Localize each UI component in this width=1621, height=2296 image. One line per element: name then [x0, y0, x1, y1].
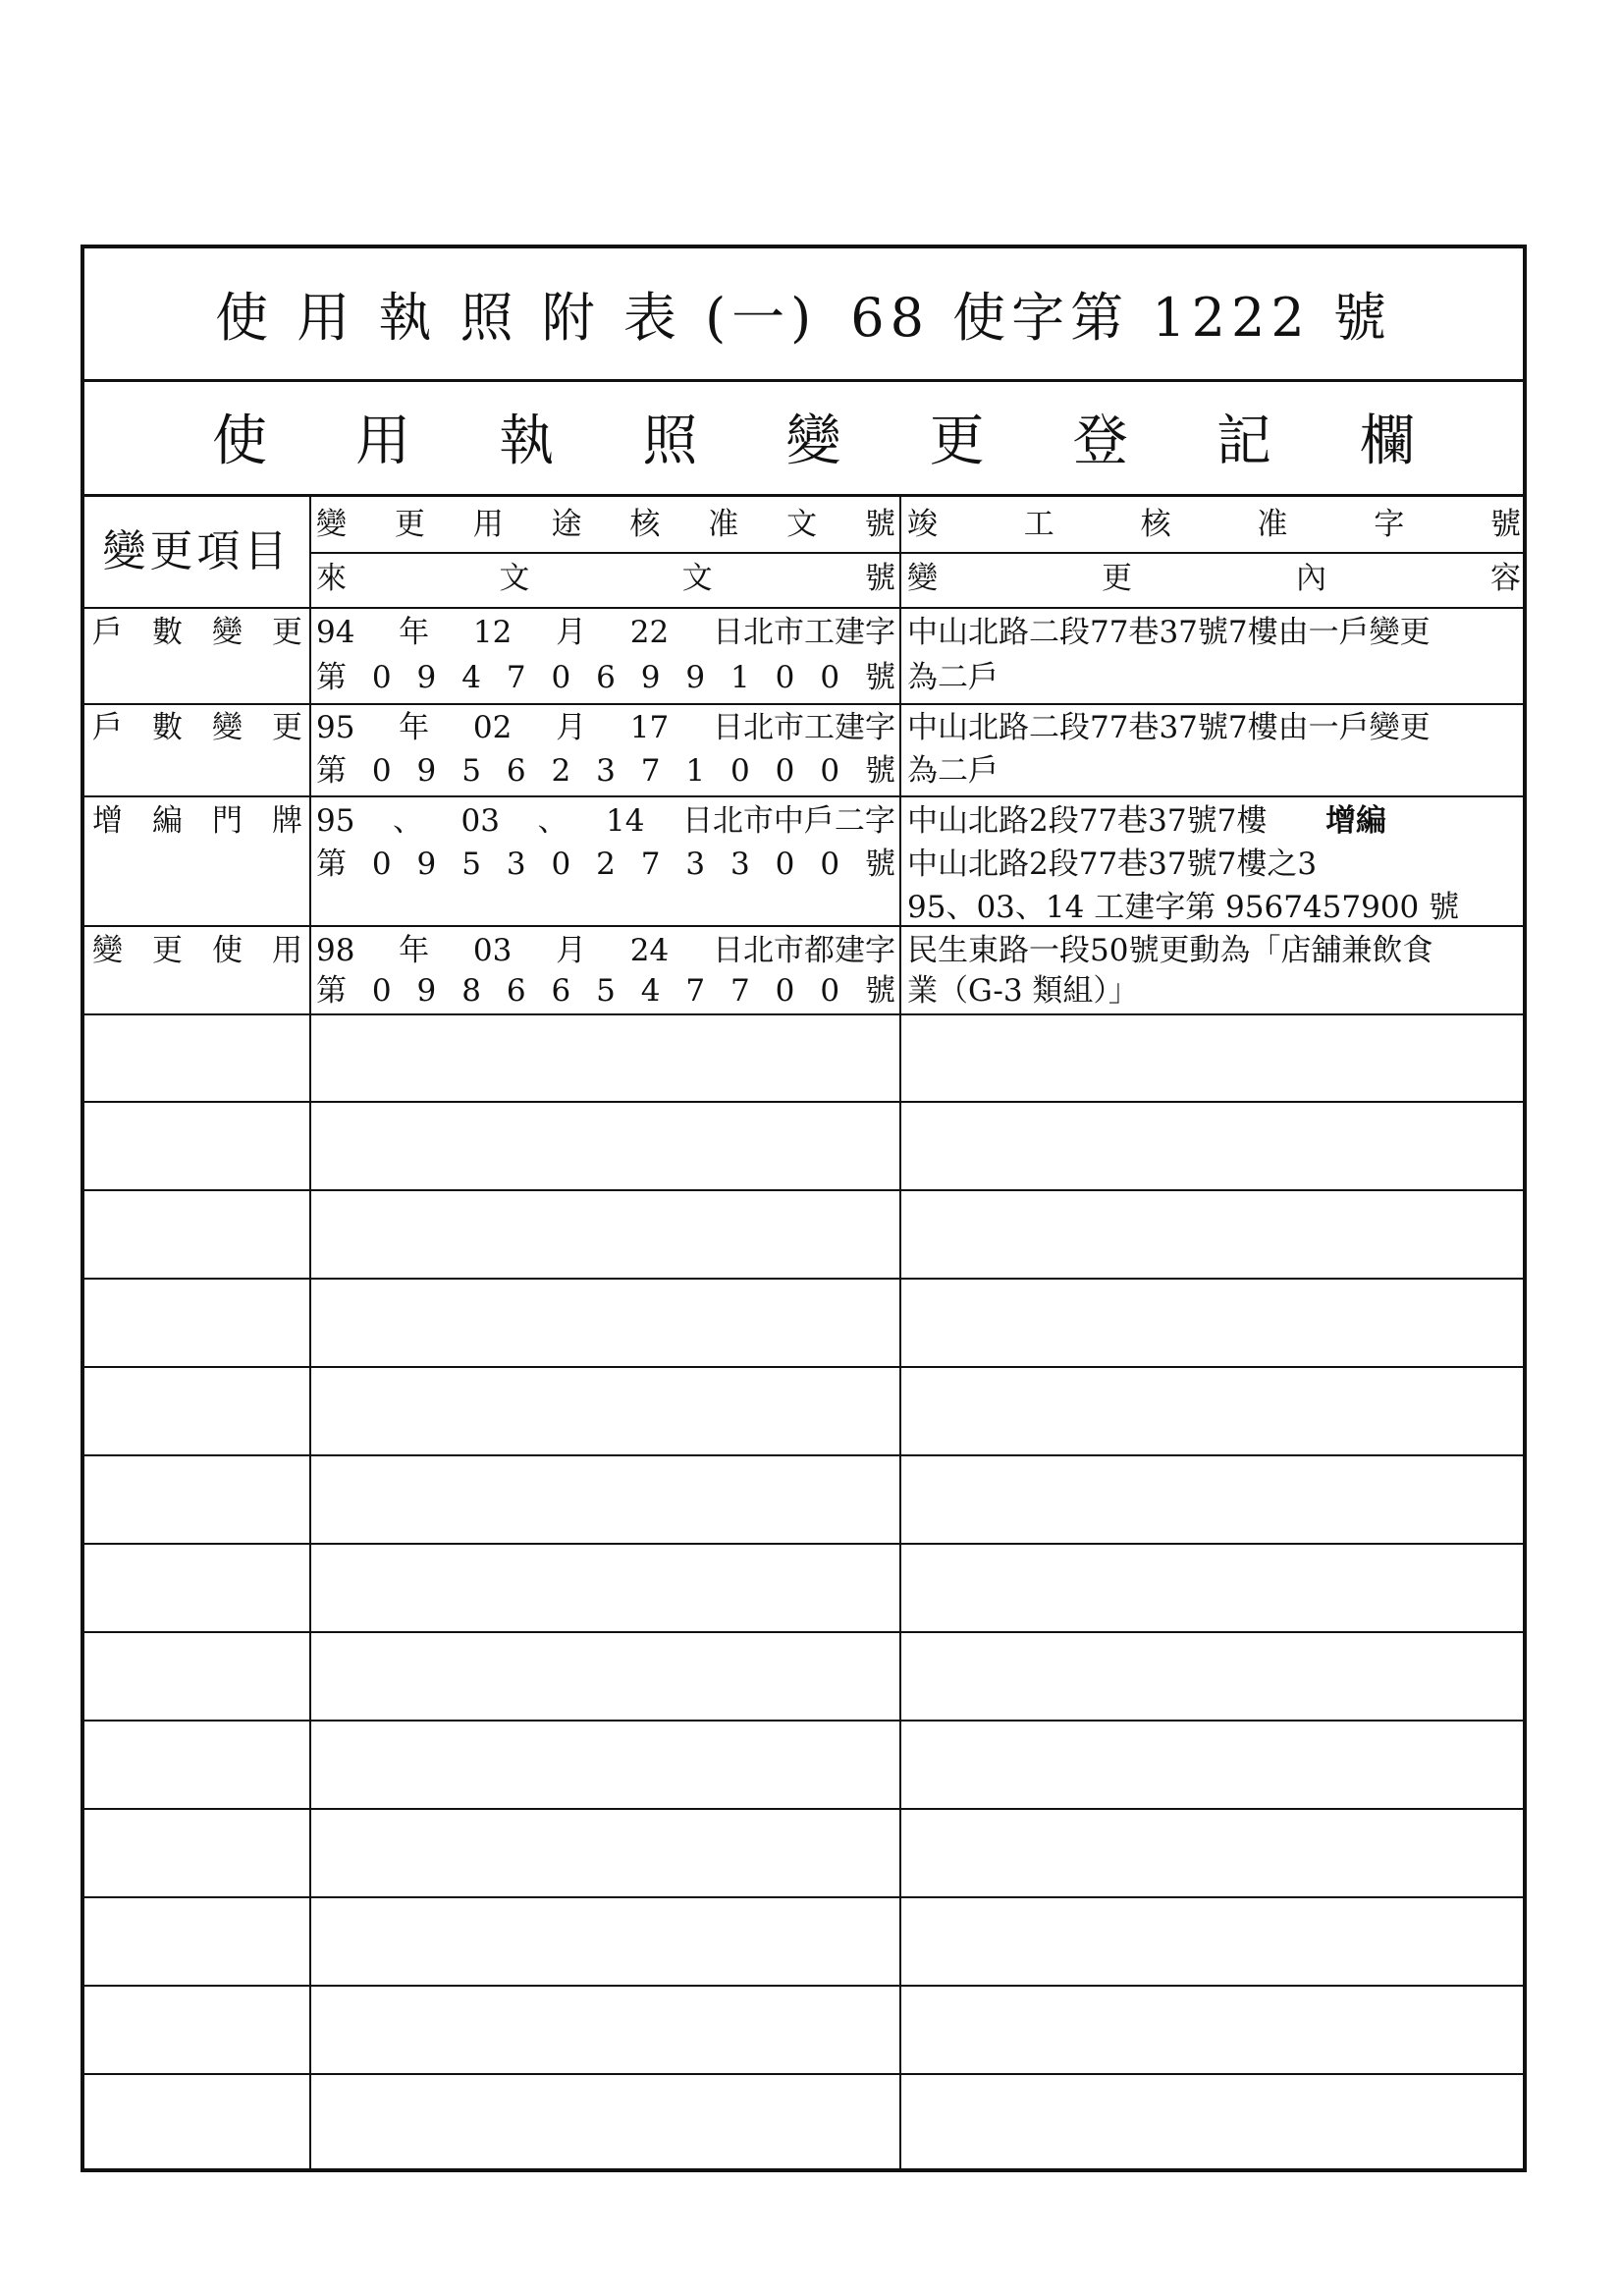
row-content-line: 為二戶 [907, 753, 999, 789]
header-char: 內 [1296, 561, 1326, 596]
header-char: 變 [907, 561, 938, 596]
row-doc-line2 [316, 842, 895, 887]
row-content-line: 民生東路一段50號更動為「店舖兼飲食 [907, 933, 1433, 968]
header-char: 途 [551, 507, 582, 542]
doc-token: 、 [392, 803, 423, 839]
doc-token: 0 [775, 973, 795, 1009]
doc-token: 日北市中戶二字 [681, 803, 895, 839]
item-char: 戶 [92, 615, 123, 650]
subtitle-char: 更 [929, 409, 985, 473]
row-doc-line1 [316, 798, 895, 844]
header-char: 文 [786, 507, 818, 542]
row-doc-line1 [316, 928, 895, 973]
doc-token: 0 [371, 753, 392, 789]
header-char: 更 [394, 507, 425, 542]
row-divider [84, 2073, 1523, 2075]
item-char: 戶 [92, 710, 123, 745]
doc-token: 、 [537, 803, 568, 839]
header-char: 工 [1023, 507, 1054, 542]
item-char: 更 [272, 615, 302, 650]
doc-token: 1 [685, 753, 706, 789]
item-char: 更 [272, 710, 302, 745]
doc-token: 年 [399, 710, 430, 745]
doc-token: 5 [461, 753, 481, 789]
content-bold-note: 增編 [1325, 803, 1387, 839]
doc-token: 7 [685, 973, 706, 1009]
doc-token: 5 [596, 973, 616, 1009]
doc-token: 6 [506, 753, 526, 789]
item-char: 變 [212, 710, 243, 745]
form-title [84, 248, 1523, 382]
header-char: 文 [499, 561, 530, 596]
doc-token: 第 [316, 660, 347, 695]
doc-token: 9 [416, 973, 437, 1009]
doc-token: 98 [316, 933, 355, 968]
row-divider [84, 1189, 1523, 1191]
row-divider [84, 1720, 1523, 1722]
row-item [92, 705, 302, 750]
header-change-content [907, 556, 1521, 603]
row-content-line: 95、03、14 工建字第 9567457900 號 [907, 890, 1460, 925]
row-divider [84, 1808, 1523, 1810]
doc-token: 3 [685, 847, 706, 882]
row-item [92, 798, 302, 844]
doc-token: 03 [460, 803, 500, 839]
doc-token: 0 [820, 847, 840, 882]
title-prefix: 使 用 執 照 附 表 (一) [215, 287, 818, 349]
doc-token: 0 [551, 847, 571, 882]
doc-token: 0 [730, 753, 750, 789]
doc-token: 0 [820, 973, 840, 1009]
header-approval-doc [316, 502, 895, 549]
header-completion-no [907, 502, 1521, 549]
row-divider [84, 1631, 1523, 1633]
subtitle-char: 登 [1072, 409, 1128, 473]
header-char: 准 [708, 507, 739, 542]
doc-token: 第 [316, 753, 347, 789]
doc-token: 02 [472, 710, 513, 745]
header-char: 號 [864, 561, 895, 596]
header-char: 竣 [907, 507, 938, 542]
doc-token: 03 [472, 933, 513, 968]
header-char: 核 [629, 507, 661, 542]
doc-token: 號 [864, 753, 895, 789]
row-doc-line1 [316, 705, 895, 750]
doc-token: 9 [416, 660, 437, 695]
item-char: 牌 [272, 803, 302, 839]
subtitle-char: 用 [355, 409, 411, 473]
doc-token: 6 [596, 660, 616, 695]
row-divider [84, 1543, 1523, 1545]
doc-token: 95 [316, 710, 355, 745]
header-char: 號 [1489, 507, 1521, 542]
doc-token: 8 [461, 973, 481, 1009]
doc-token: 日北市工建字 [712, 615, 895, 650]
row-doc-line1 [316, 610, 895, 655]
item-char: 增 [92, 803, 123, 839]
doc-token: 3 [506, 847, 526, 882]
item-char: 變 [92, 933, 123, 968]
row-content-line: 中山北路二段77巷37號7樓由一戶變更 [907, 615, 1431, 650]
doc-token: 24 [629, 933, 670, 968]
doc-token: 日北市都建字 [712, 933, 895, 968]
doc-token: 7 [640, 847, 661, 882]
row-content-line: 為二戶 [907, 660, 999, 695]
doc-token: 1 [730, 660, 750, 695]
doc-token: 12 [472, 615, 513, 650]
row-divider [84, 1454, 1523, 1456]
doc-token: 9 [640, 660, 661, 695]
doc-token: 年 [399, 933, 430, 968]
doc-token: 0 [371, 660, 392, 695]
header-change-item: 變更項目 [102, 526, 292, 576]
doc-token: 4 [461, 660, 481, 695]
doc-token: 0 [551, 660, 571, 695]
doc-token: 6 [551, 973, 571, 1009]
doc-token: 日北市工建字 [712, 710, 895, 745]
subtitle-char: 變 [785, 409, 841, 473]
item-char: 數 [152, 710, 183, 745]
header-char: 字 [1374, 507, 1405, 542]
header-incoming-doc [316, 556, 895, 603]
row-content-line: 中山北路2段77巷37號7樓之3 [907, 847, 1318, 882]
row-divider [84, 1366, 1523, 1368]
row-divider [84, 607, 1523, 609]
item-char: 編 [152, 803, 183, 839]
row-divider [84, 1013, 1523, 1015]
row-divider [84, 1896, 1523, 1898]
row-divider [84, 1278, 1523, 1280]
header-char: 容 [1490, 561, 1521, 596]
item-char: 使 [212, 933, 243, 968]
item-char: 變 [212, 615, 243, 650]
doc-token: 號 [864, 973, 895, 1009]
doc-token: 94 [316, 615, 355, 650]
item-char: 門 [212, 803, 243, 839]
row-doc-line2 [316, 655, 895, 700]
header-char: 准 [1257, 507, 1288, 542]
doc-token: 4 [640, 973, 661, 1009]
doc-token: 0 [775, 660, 795, 695]
doc-token: 14 [605, 803, 645, 839]
row-doc-line2 [316, 748, 895, 793]
doc-token: 0 [820, 660, 840, 695]
doc-token: 22 [629, 615, 670, 650]
subtitle-char: 執 [499, 409, 555, 473]
row-item [92, 928, 302, 973]
row-content-line: 中山北路二段77巷37號7樓由一戶變更 [907, 710, 1431, 745]
doc-token: 號 [864, 660, 895, 695]
doc-token: 2 [596, 847, 616, 882]
doc-token: 0 [371, 973, 392, 1009]
header-char: 用 [472, 507, 504, 542]
row-divider [84, 1985, 1523, 1987]
header-char: 來 [316, 561, 347, 596]
column-divider [309, 497, 311, 2168]
column-divider [899, 497, 901, 2168]
header-divider [309, 552, 1523, 554]
row-content-line: 業（G-3 類組）」 [907, 973, 1139, 1009]
header-char: 變 [316, 507, 347, 542]
content-text: 中山北路2段77巷37號7樓 [907, 803, 1268, 839]
doc-token: 9 [685, 660, 706, 695]
header-char: 號 [864, 507, 895, 542]
subtitle-char: 使 [212, 409, 267, 473]
doc-token: 2 [551, 753, 571, 789]
doc-token: 0 [775, 847, 795, 882]
header-char: 核 [1140, 507, 1171, 542]
item-char: 用 [272, 933, 302, 968]
doc-token: 月 [556, 933, 587, 968]
doc-token: 9 [416, 847, 437, 882]
doc-token: 17 [629, 710, 670, 745]
doc-token: 7 [506, 660, 526, 695]
doc-token: 0 [775, 753, 795, 789]
doc-token: 9 [416, 753, 437, 789]
doc-token: 3 [596, 753, 616, 789]
header-char: 更 [1102, 561, 1132, 596]
subtitle-char: 記 [1216, 409, 1271, 473]
doc-token: 0 [371, 847, 392, 882]
subtitle-char: 欄 [1360, 409, 1415, 473]
row-divider [84, 795, 1523, 797]
header-char: 文 [681, 561, 713, 596]
row-doc-line2 [316, 968, 895, 1013]
form-subtitle [84, 379, 1523, 497]
subtitle-char: 照 [642, 409, 698, 473]
doc-token: 95 [316, 803, 355, 839]
row-item [92, 610, 302, 655]
row-divider [84, 1101, 1523, 1103]
doc-token: 7 [730, 973, 750, 1009]
item-char: 更 [152, 933, 183, 968]
doc-token: 第 [316, 973, 347, 1009]
doc-token: 月 [556, 710, 587, 745]
doc-token: 5 [461, 847, 481, 882]
row-content-line [907, 798, 1526, 844]
doc-token: 月 [556, 615, 587, 650]
doc-token: 年 [399, 615, 430, 650]
title-suffix: 68 使字第 1222 號 [850, 287, 1392, 349]
doc-token: 6 [506, 973, 526, 1009]
doc-token: 號 [864, 847, 895, 882]
doc-token: 0 [820, 753, 840, 789]
license-form [81, 245, 1527, 2172]
doc-token: 3 [730, 847, 750, 882]
item-char: 數 [152, 615, 183, 650]
doc-token: 第 [316, 847, 347, 882]
doc-token: 7 [640, 753, 661, 789]
